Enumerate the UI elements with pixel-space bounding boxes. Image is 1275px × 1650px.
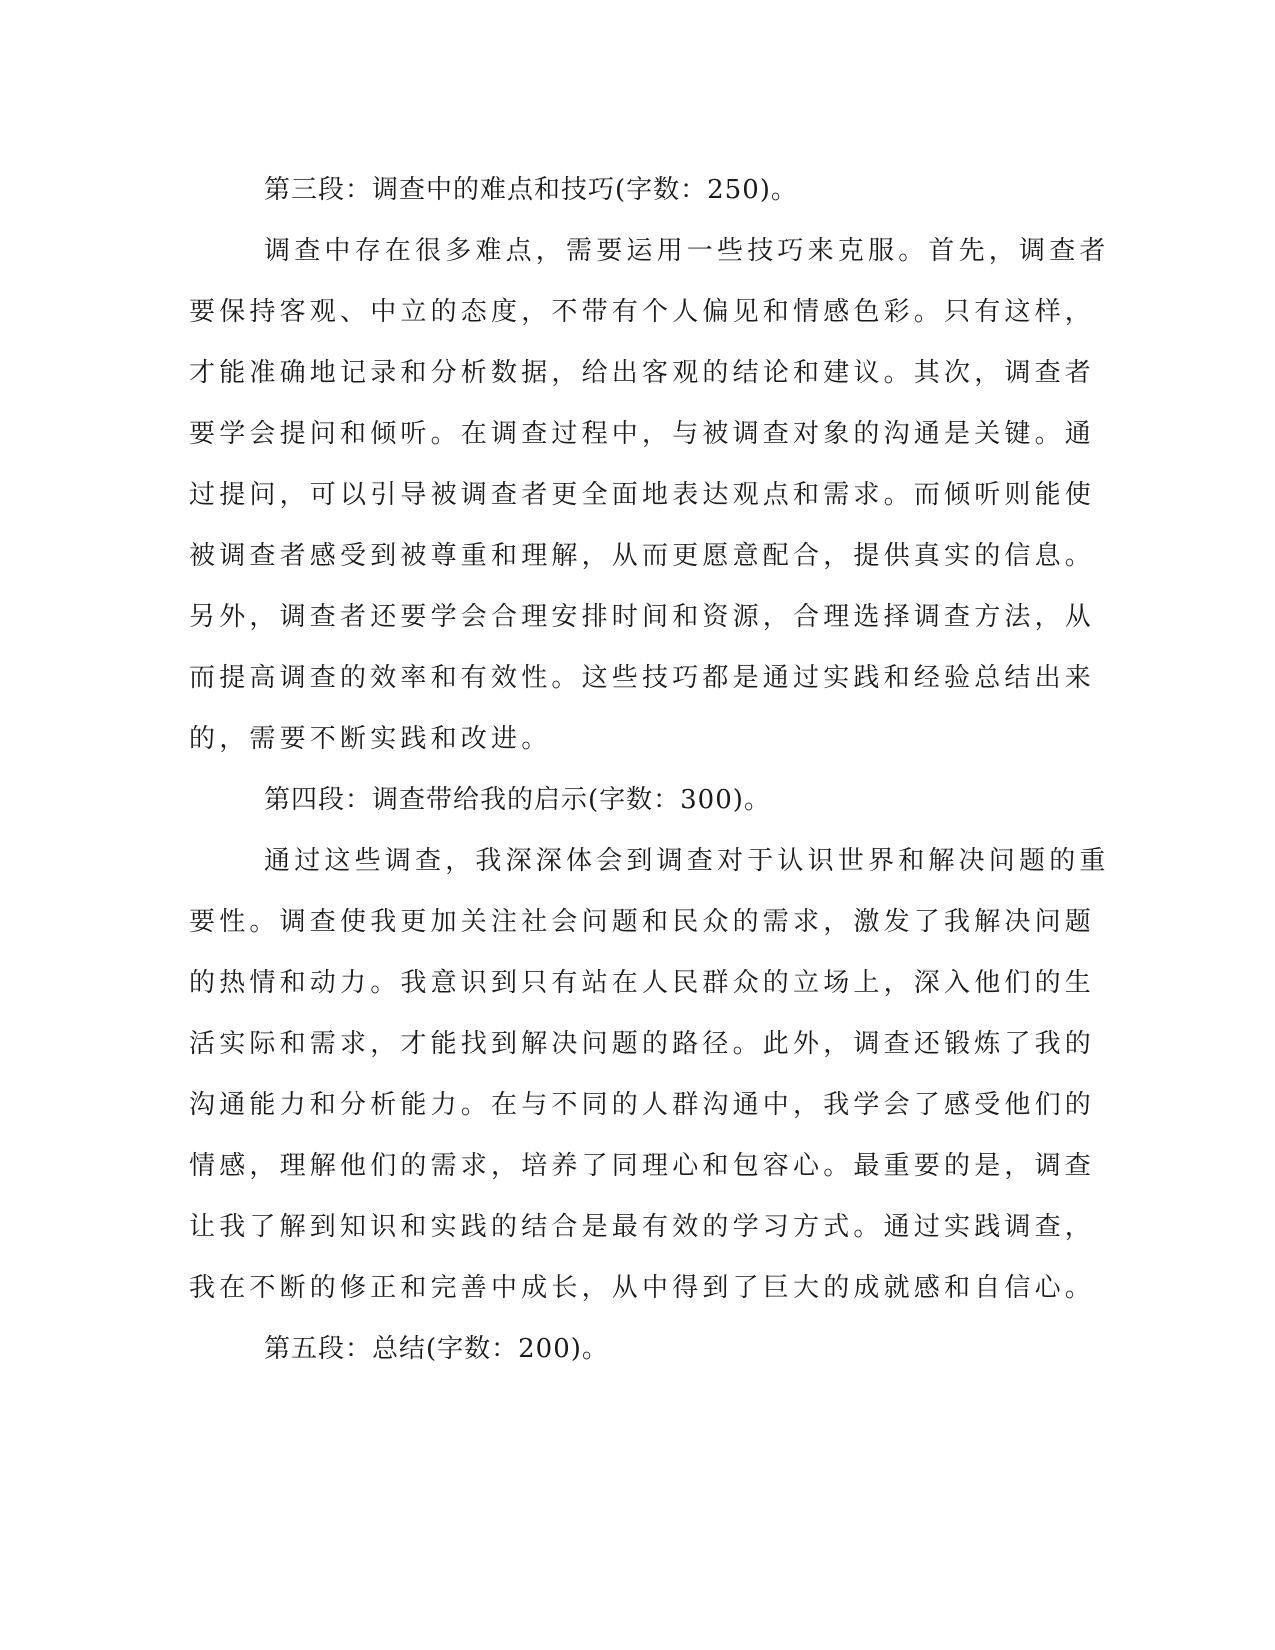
document-body: [189, 160, 1110, 1380]
paragraph-line: 活实际和需求，才能找到解决问题的路径。此外，调查还锻炼了我的: [189, 1029, 1096, 1059]
paragraph-line: 要性。调查使我更加关注社会问题和民众的需求，激发了我解决问题: [189, 907, 1096, 937]
paragraph-line: 沟通能力和分析能力。在与不同的人群沟通中，我学会了感受他们的: [189, 1090, 1096, 1120]
section-heading: 第四段：调查带给我的启示(字数：300)。: [264, 785, 771, 815]
paragraph-line: 通过这些调查，我深深体会到调查对于认识世界和解决问题的重: [264, 846, 1110, 876]
paragraph-line: 才能准确地记录和分析数据，给出客观的结论和建议。其次，调查者: [189, 358, 1096, 388]
paragraph-line: 而提高调查的效率和有效性。这些技巧都是通过实践和经验总结出来: [189, 663, 1096, 693]
paragraph-line: 过提问，可以引导被调查者更全面地表达观点和需求。而倾听则能使: [189, 480, 1096, 510]
section-heading: 第五段：总结(字数：200)。: [264, 1334, 609, 1364]
paragraph-line: 情感，理解他们的需求，培养了同理心和包容心。最重要的是，调查: [189, 1151, 1096, 1181]
paragraph: [189, 221, 1110, 770]
section-heading: 第三段：调查中的难点和技巧(字数：250)。: [264, 175, 798, 205]
paragraph: [189, 831, 1110, 1319]
paragraph-line: 让我了解到知识和实践的结合是最有效的学习方式。通过实践调查，: [189, 1212, 1096, 1242]
paragraph-line: 另外，调查者还要学会合理安排时间和资源，合理选择调查方法，从: [189, 602, 1096, 632]
paragraph-line: 的热情和动力。我意识到只有站在人民群众的立场上，深入他们的生: [189, 968, 1096, 998]
paragraph-line: 要保持客观、中立的态度，不带有个人偏见和情感色彩。只有这样，: [189, 297, 1096, 327]
paragraph-line: 我在不断的修正和完善中成长，从中得到了巨大的成就感和自信心。: [189, 1273, 1096, 1303]
paragraph-line: 被调查者感受到被尊重和理解，从而更愿意配合，提供真实的信息。: [189, 541, 1096, 571]
paragraph-line: 调查中存在很多难点，需要运用一些技巧来克服。首先，调查者: [264, 236, 1110, 266]
paragraph-line: 的，需要不断实践和改进。: [189, 724, 552, 754]
paragraph-line: 要学会提问和倾听。在调查过程中，与被调查对象的沟通是关键。通: [189, 419, 1096, 449]
